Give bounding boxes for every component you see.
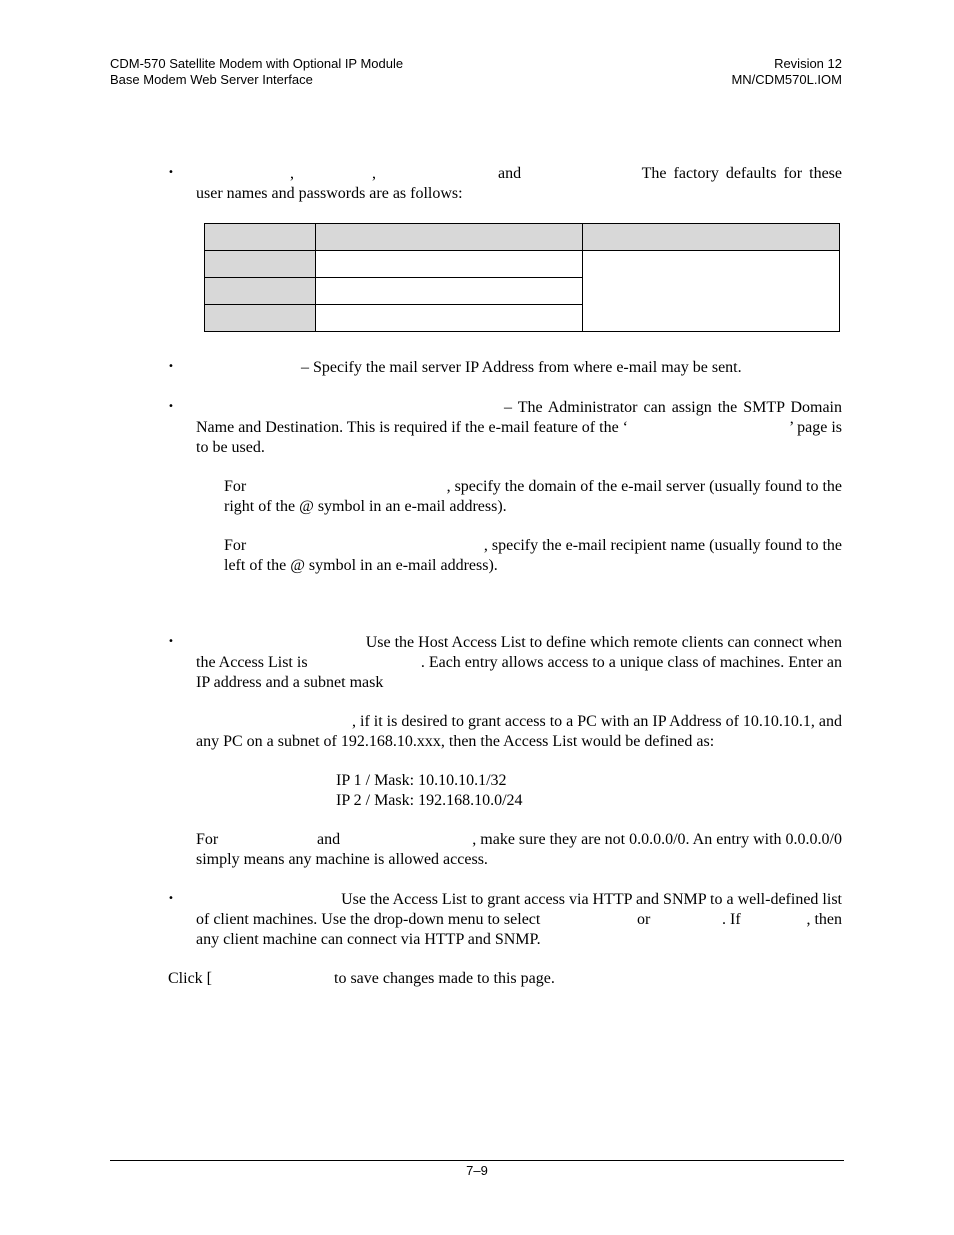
table-cell [205,278,316,305]
bullet5-line2-a: of client machines. Use the drop-down menu to select [196,911,541,928]
bullet5-line2-or: or [637,911,651,928]
bullet4-note-line2: simply means any machine is allowed access. [196,851,488,868]
bullet1-text [196,164,842,204]
bullet3-line1: – The Administrator can assign the SMTP Domain [504,399,842,416]
para-domain [224,477,842,517]
bullet4-example-line1: , if it is desired to grant access to a PC with an IP Address of 10.10.10.1, and [352,713,842,730]
bullet5-line2-then: , then [806,911,842,928]
bullet4-note-line1: , make sure they are not 0.0.0.0/0. An entry with 0.0.0.0/0 [472,831,842,848]
bullet1-comma-1: , [290,165,294,182]
para-destination [224,536,842,576]
header-document-title: CDM-570 Satellite Modem with Optional IP Module [110,56,404,71]
para-destination-line2: left of the @ symbol in an e-mail address). [224,557,498,574]
click-instruction-start: Click [ [168,970,212,987]
click-instruction [168,969,842,989]
bullet5-line1: Use the Access List to grant access via HTTP and SNMP to a well-defined list [341,891,842,908]
table-cell-merged [583,251,840,332]
header-left [110,56,403,88]
bullet1-sentence-start: The factory defaults for these [641,165,842,182]
bullet4-line2-a: the Access List is [196,654,308,671]
bullet4-example-line2: any PC on a subnet of 192.168.10.xxx, then the Access List would be defined as: [196,733,715,750]
table-header-cell [583,224,840,251]
footer-divider [110,1160,844,1161]
access-list-example [336,771,523,811]
bullet1-line2: user names and passwords are as follows: [196,185,463,202]
bullet4-line3: IP address and a subnet mask [196,674,384,691]
access-list-ip2: IP 2 / Mask: 192.168.10.0/24 [336,792,523,809]
para-destination-line1: , specify the e-mail recipient name (usually found to the [483,537,842,554]
para-destination-for: For [224,537,247,554]
para-domain-line1: , specify the domain of the e-mail server (usually found to the [446,478,842,495]
bullet2-line: – Specify the mail server IP Address from where e-mail may be sent. [301,359,742,376]
bullet1-and: and [498,165,522,182]
para-domain-line2: right of the @ symbol in an e-mail address). [224,498,507,515]
table-cell [205,251,316,278]
bullet1-comma-2: , [372,165,376,182]
bullet3-line3: to be used. [196,439,265,456]
bullet-dot: • [168,636,174,647]
table-cell [316,278,583,305]
table-header-row [205,224,840,251]
default-credentials-table [204,223,840,332]
bullet4-note-and: and [317,831,341,848]
table-cell [316,305,583,332]
bullet-dot: • [168,361,174,372]
table-row [205,251,840,278]
bullet5-text [196,890,842,950]
bullet3-line2-a: Name and Destination. This is required if the e-mail feature of the ‘ [196,419,628,436]
header-section-title: Base Modem Web Server Interface [110,72,313,87]
header-doc-number: MN/CDM570L.IOM [731,72,842,87]
table-cell [316,251,583,278]
table-header-cell [316,224,583,251]
access-list-ip1: IP 1 / Mask: 10.10.10.1/32 [336,772,507,789]
table-cell [205,305,316,332]
para-domain-for: For [224,478,247,495]
bullet4-note [196,830,842,870]
bullet-dot: • [168,167,174,178]
bullet4-line2-b: . Each entry allows access to a unique class of machines. Enter an [420,654,842,671]
bullet5-line3: any client machine can connect via HTTP and SNMP. [196,931,541,948]
bullet3-text [196,398,842,458]
table-header-cell [205,224,316,251]
click-instruction-end: to save changes made to this page. [334,970,555,987]
bullet3-line2-b: ’ page is [788,419,842,436]
header-revision: Revision 12 [774,56,842,71]
bullet-dot: • [168,401,174,412]
bullet4-line1: Use the Host Access List to define which remote clients can connect when [365,634,842,651]
bullet5-line2-if: . If [722,911,741,928]
page-number: 7–9 [466,1163,488,1178]
header-right [731,56,842,88]
bullet4-text [196,633,842,693]
bullet-dot: • [168,893,174,904]
bullet4-example [196,712,842,752]
bullet4-note-for: For [196,831,219,848]
